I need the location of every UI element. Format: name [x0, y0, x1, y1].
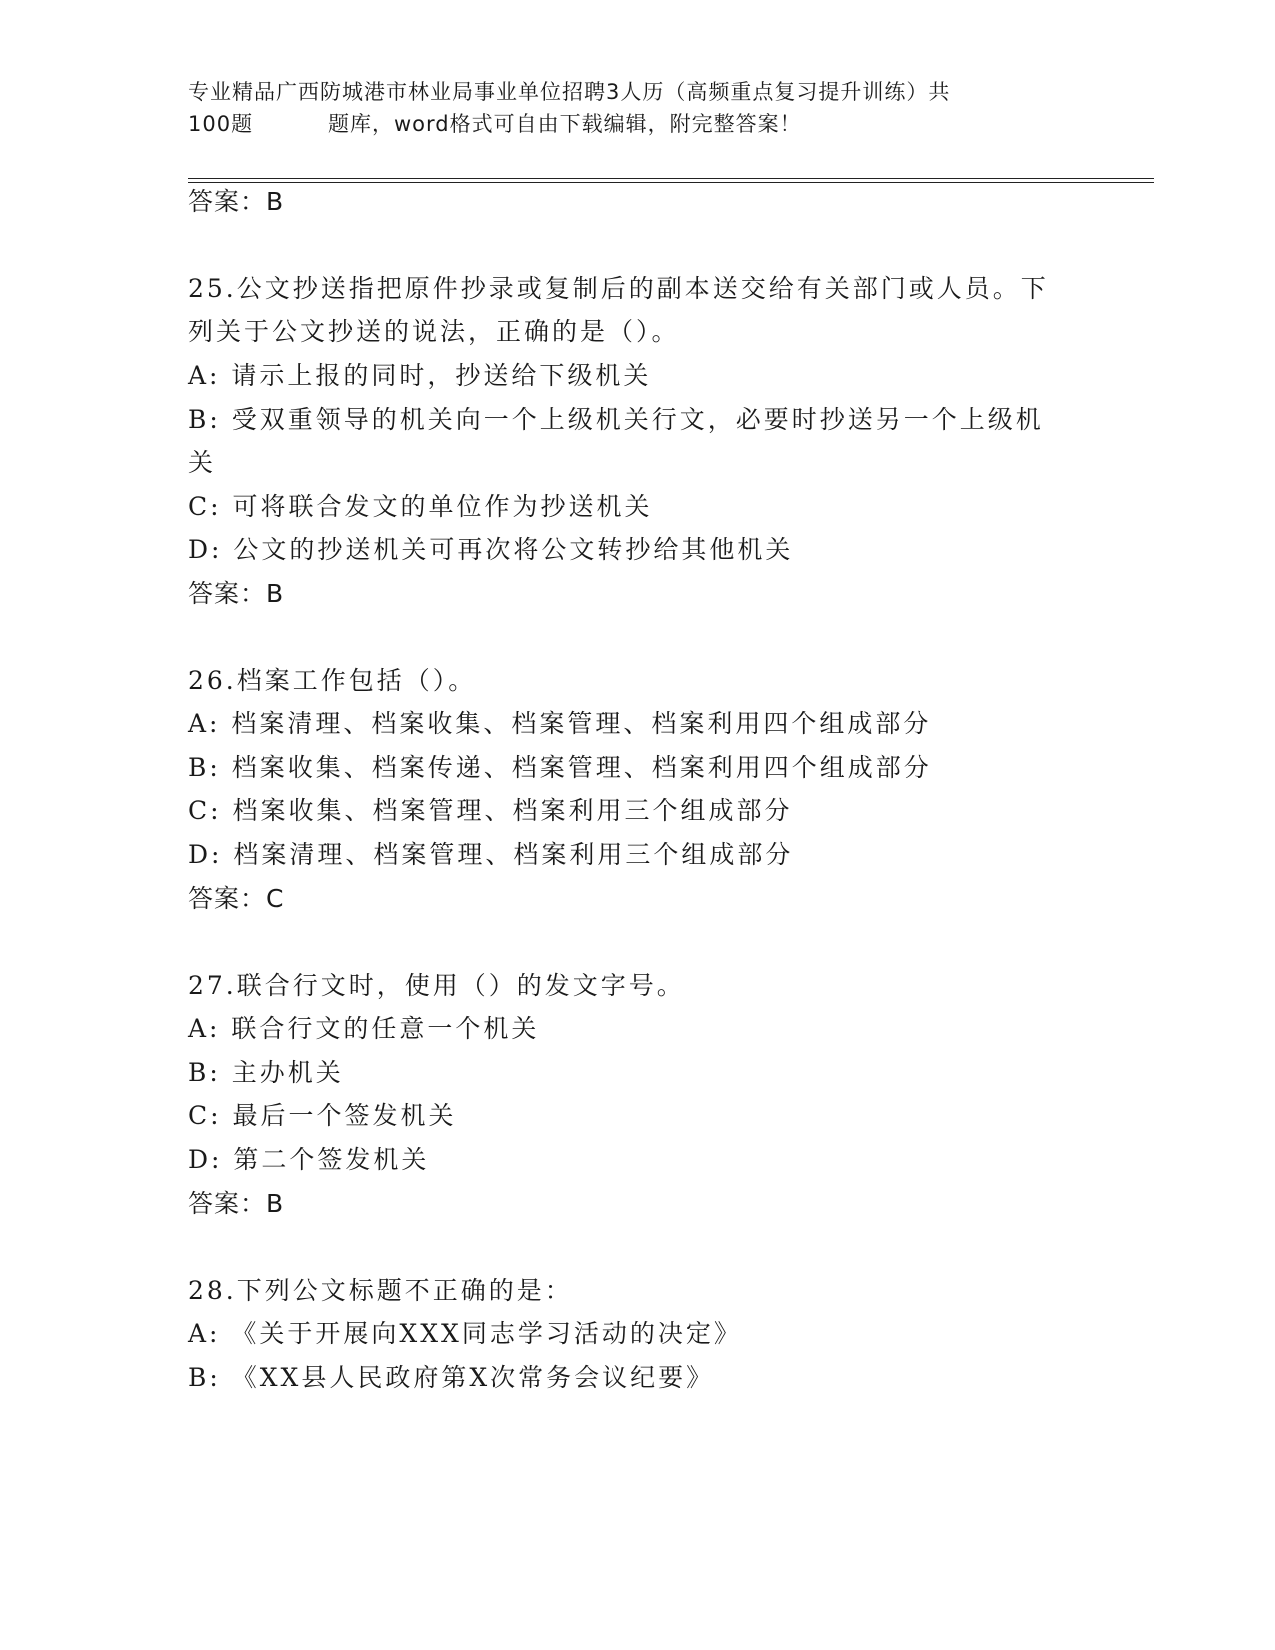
question-26-option-d: D: 档案清理、档案管理、档案利用三个组成部分 — [188, 840, 794, 869]
header-title-line-2 — [188, 108, 1088, 140]
question-28-stem: 28.下列公文标题不正确的是： — [188, 1276, 573, 1305]
question-28-option-b: B: 《XX县人民政府第X次常务会议纪要》 — [188, 1363, 715, 1392]
header-title-line-1: 专业精品广西防城港市林业局事业单位招聘3人历（高频重点复习提升训练）共 — [188, 80, 951, 104]
question-26-stem: 26.档案工作包括（）。 — [188, 666, 477, 695]
question-25-option-b-line-2: 关 — [188, 448, 217, 477]
answer-26: 答案：C — [188, 884, 285, 913]
question-28-option-a: A: 《关于开展向XXX同志学习活动的决定》 — [188, 1319, 742, 1348]
question-27-option-a: A: 联合行文的任意一个机关 — [188, 1014, 540, 1043]
question-26-option-b: B: 档案收集、档案传递、档案管理、档案利用四个组成部分 — [188, 753, 932, 782]
question-25-option-b-line-1: B: 受双重领导的机关向一个上级机关行文，必要时抄送另一个上级机 — [188, 405, 1044, 434]
question-25-stem-line-1: 25.公文抄送指把原件抄录或复制后的副本送交给有关部门或人员。下 — [188, 274, 1049, 303]
question-27-option-c: C: 最后一个签发机关 — [188, 1101, 457, 1130]
answer-25: 答案：B — [188, 579, 285, 608]
question-26-option-c: C: 档案收集、档案管理、档案利用三个组成部分 — [188, 796, 793, 825]
question-27-option-d: D: 第二个签发机关 — [188, 1145, 430, 1174]
answer-24: 答案：B — [188, 187, 285, 216]
question-25-option-a: A: 请示上报的同时，抄送给下级机关 — [188, 361, 652, 390]
question-27-option-b: B: 主办机关 — [188, 1058, 344, 1087]
header-rule-bottom — [188, 182, 1154, 183]
question-25-stem-line-2: 列关于公文抄送的说法，正确的是（）。 — [188, 317, 680, 346]
question-count: 100题 — [188, 112, 254, 136]
question-25-option-c: C: 可将联合发文的单位作为抄送机关 — [188, 492, 653, 521]
header-title-line-2-text: 题库，word格式可自由下载编辑，附完整答案！ — [328, 112, 802, 136]
question-25-option-d: D: 公文的抄送机关可再次将公文转抄给其他机关 — [188, 535, 794, 564]
answer-27: 答案：B — [188, 1189, 285, 1218]
header-rule-top — [188, 178, 1154, 179]
question-26-option-a: A: 档案清理、档案收集、档案管理、档案利用四个组成部分 — [188, 709, 932, 738]
question-27-stem: 27.联合行文时，使用（）的发文字号。 — [188, 971, 685, 1000]
document-header — [188, 76, 1088, 140]
